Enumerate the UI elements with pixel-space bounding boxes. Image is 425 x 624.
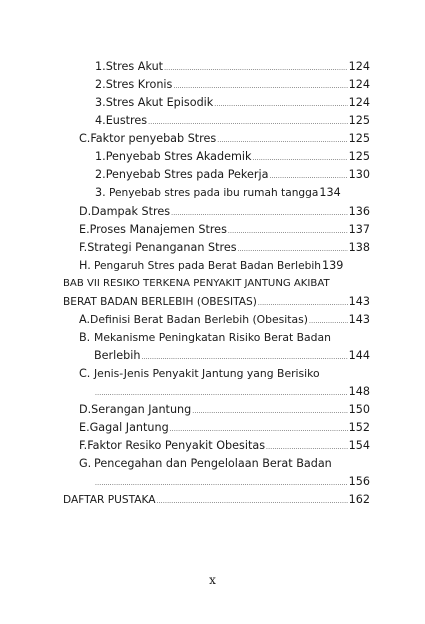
- toc-entry-number: 2.: [95, 78, 106, 91]
- toc-entry-page: 144: [348, 349, 370, 362]
- toc-entry-number: 1.: [95, 60, 106, 73]
- toc-entry-label: Gagal Jantung: [89, 421, 169, 434]
- toc-entry-page: 125: [348, 150, 370, 163]
- toc-entry-page: 125: [348, 132, 370, 145]
- toc-leader-dots: [171, 207, 348, 221]
- toc-entry-page: 162: [348, 493, 370, 506]
- toc-entry-label: BAB VII RESIKO TERKENA PENYAKIT JANTUNG AKIBAT: [63, 278, 330, 289]
- toc-entry-label: Berlebih: [94, 349, 141, 362]
- toc-entry-label: Definisi Berat Badan Berlebih (Obesitas): [90, 313, 308, 326]
- toc-entry: [79, 331, 370, 345]
- toc-entry-continuation: [94, 475, 370, 491]
- toc-entry-page: 137: [348, 223, 370, 236]
- toc-entry-number: D.: [79, 403, 92, 416]
- toc-entry-page: 125: [348, 114, 370, 127]
- toc-leader-dots: [238, 243, 348, 257]
- toc-leader-dots: [214, 98, 347, 112]
- toc-leader-dots: [95, 387, 348, 401]
- toc-leader-dots: [173, 80, 347, 94]
- toc-entry-label: Proses Manajemen Stres: [89, 223, 227, 236]
- toc-entry-number: 1.: [95, 150, 106, 163]
- toc-entry: [79, 367, 370, 381]
- toc-leader-dots: [253, 152, 348, 166]
- toc-entry-page: 152: [348, 421, 370, 434]
- toc-entry: [95, 186, 370, 200]
- toc-entry: [79, 223, 370, 239]
- toc-entry-page: 130: [348, 168, 370, 181]
- toc-entry-label: Eustres: [105, 114, 148, 127]
- toc-entry-label: BERAT BADAN BERLEBIH (OBESITAS): [63, 296, 257, 308]
- toc-leader-dots: [228, 225, 348, 239]
- toc-entry-number: H.: [79, 259, 91, 272]
- toc-leader-dots: [95, 477, 348, 491]
- toc-entry-number: D.: [79, 205, 92, 218]
- toc-leader-dots: [148, 116, 348, 130]
- toc-chapter-heading: [63, 277, 370, 291]
- toc-leader-dots: [258, 297, 348, 311]
- toc-entry-page: 150: [348, 403, 370, 416]
- toc-entry-number: 4.: [95, 114, 106, 127]
- toc-leader-dots: [269, 170, 347, 184]
- toc-entry: [95, 114, 370, 130]
- toc-entry-number: F.: [79, 439, 88, 452]
- toc-entry: [95, 78, 370, 94]
- toc-entry-label: Stres Akut Episodik: [105, 96, 214, 109]
- toc-entry-number: A.: [79, 313, 91, 326]
- toc-entry: [79, 313, 370, 329]
- toc-entry-label: Faktor Resiko Penyakit Obesitas: [87, 439, 266, 452]
- toc-chapter-heading: [63, 493, 370, 509]
- toc-leader-dots: [164, 62, 348, 76]
- toc-leader-dots: [141, 351, 347, 365]
- toc-entry-number: 3.: [95, 186, 106, 199]
- toc-entry-label: DAFTAR PUSTAKA: [63, 494, 156, 506]
- toc-entry-page: 138: [348, 241, 370, 254]
- toc-entry: [79, 403, 370, 419]
- toc-entry-number: C.: [79, 367, 91, 380]
- toc-leader-dots: [157, 495, 348, 509]
- toc-entry: [79, 457, 370, 471]
- toc-entry-number: F.: [79, 241, 88, 254]
- toc-entry-label: Pengaruh Stres pada Berat Badan Berlebih: [94, 260, 322, 272]
- toc-entry-page: 124: [348, 78, 370, 91]
- toc-entry-page: 148: [348, 385, 370, 398]
- page-number: x: [209, 573, 216, 587]
- toc-entry-number: G.: [79, 457, 92, 470]
- toc-entry-page: 156: [348, 475, 370, 488]
- toc-entry-page: 136: [348, 205, 370, 218]
- toc-entry-label: Pencegahan dan Pengelolaan Berat Badan: [94, 457, 332, 470]
- toc-leader-dots: [217, 134, 347, 148]
- toc-entry-label: Stres Kronis: [105, 78, 173, 91]
- toc-entry-number: 3.: [95, 96, 106, 109]
- toc-entry-label: Dampak Stres: [91, 205, 171, 218]
- toc-entry-number: E.: [79, 421, 90, 434]
- toc-entry-number: B.: [79, 331, 91, 344]
- toc-entry-page: 124: [348, 60, 370, 73]
- toc-entry: [95, 168, 370, 184]
- toc-leader-dots: [309, 315, 348, 329]
- toc-entry: [79, 259, 370, 273]
- toc-entry-label: Jenis-Jenis Penyakit Jantung yang Berisiko: [94, 367, 320, 380]
- toc-entry-number: 2.: [95, 168, 106, 181]
- toc-entry-label: Mekanisme Peningkatan Risiko Berat Badan: [94, 331, 331, 344]
- toc-entry-label: Penyebab Stres pada Pekerja: [105, 168, 269, 181]
- toc-entry: [79, 439, 370, 455]
- toc-leader-dots: [170, 423, 348, 437]
- toc-entry-page: 143: [348, 313, 370, 326]
- toc-entry-number: E.: [79, 223, 90, 236]
- toc-entry: [79, 421, 370, 437]
- toc-entry-continuation: [94, 349, 370, 365]
- toc-entry: [95, 150, 370, 166]
- toc-entry: [79, 132, 370, 148]
- toc-leader-dots: [192, 405, 347, 419]
- toc-leader-dots: [266, 441, 348, 455]
- toc-entry-label: Penyebab Stres Akademik: [105, 150, 252, 163]
- toc-entry-page: 139: [322, 259, 344, 272]
- toc-entry-label: Penyebab stres pada ibu rumah tangga: [109, 187, 319, 199]
- toc-entry-page: 124: [348, 96, 370, 109]
- toc-entry: [79, 205, 370, 221]
- toc-entry-label: Faktor penyebab Stres: [90, 132, 217, 145]
- toc-entry-page: 143: [348, 295, 370, 308]
- toc-entry-label: Serangan Jantung: [91, 403, 192, 416]
- toc-entry: [95, 60, 370, 76]
- toc-entry-continuation: [94, 385, 370, 401]
- toc-entry: [79, 241, 370, 257]
- toc-entry-label: Stres Akut: [105, 60, 164, 73]
- toc-chapter-heading: [63, 295, 370, 311]
- toc-entry: [95, 96, 370, 112]
- toc-entry-page: 134: [319, 186, 341, 199]
- toc-entry-page: 154: [348, 439, 370, 452]
- toc-entry-number: C.: [79, 132, 91, 145]
- toc-entry-label: Strategi Penanganan Stres: [87, 241, 237, 254]
